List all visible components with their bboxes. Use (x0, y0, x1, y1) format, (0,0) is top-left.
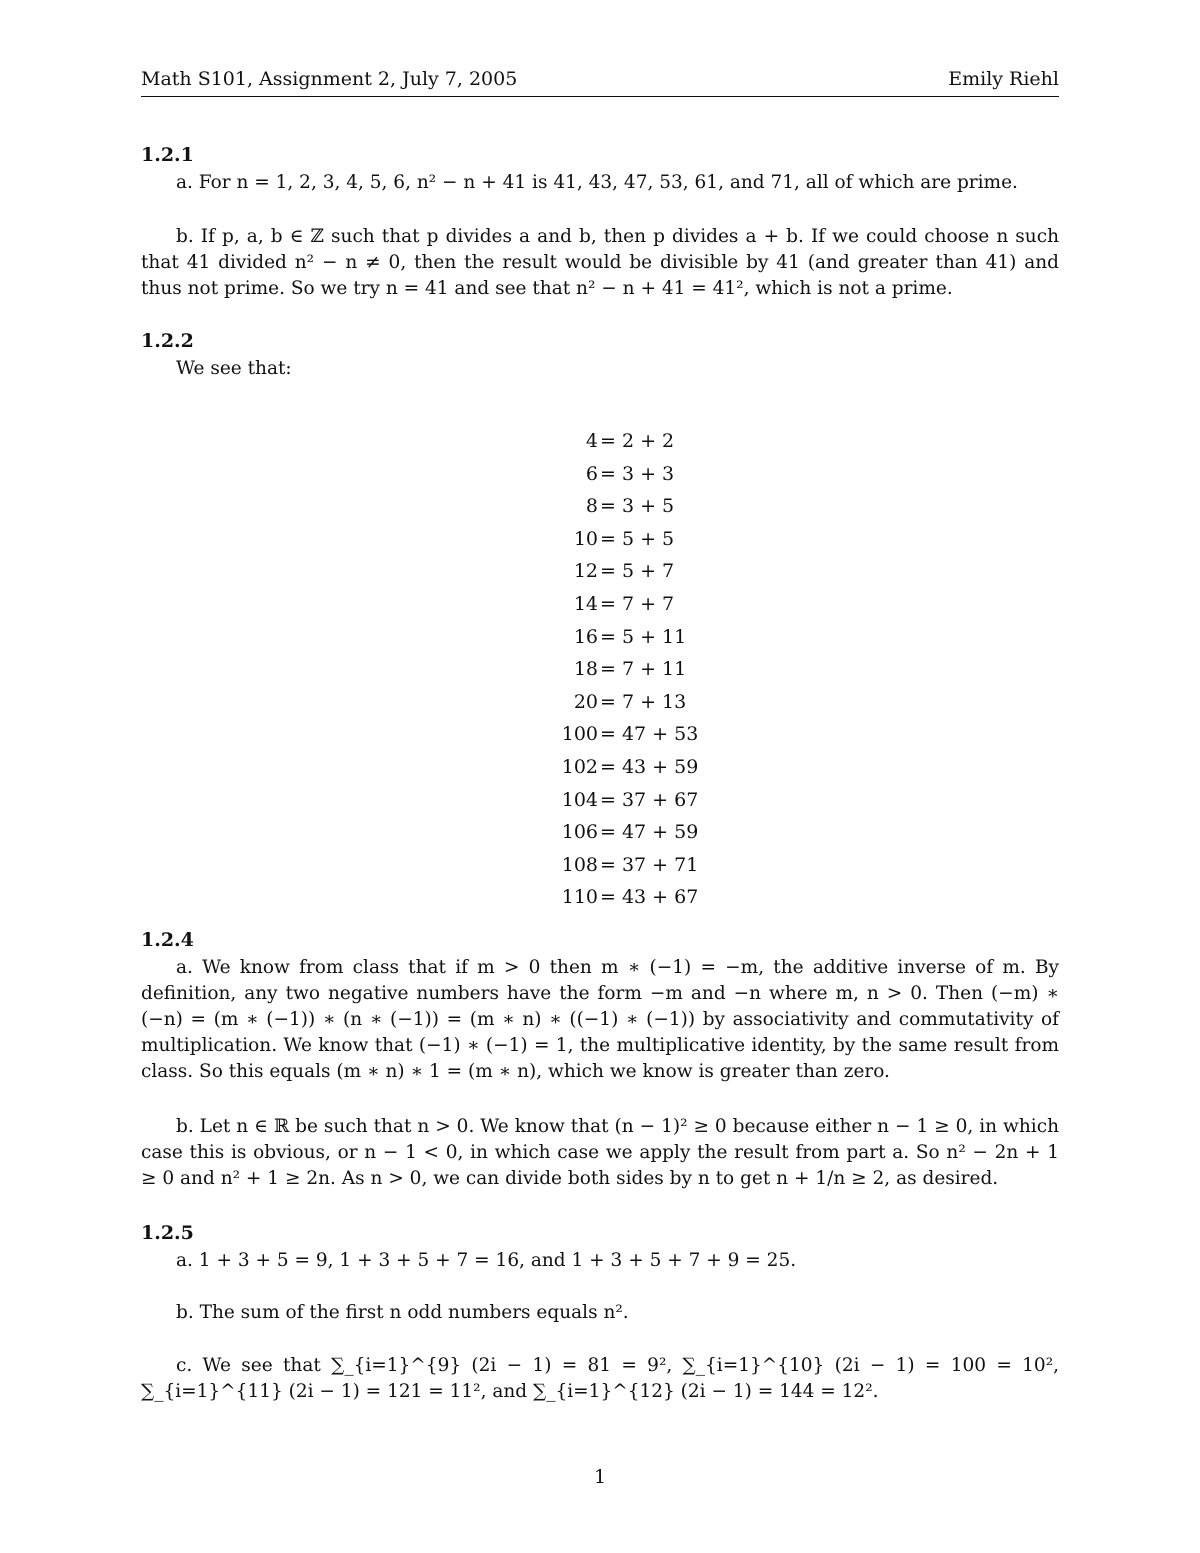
header-author: Emily Riehl (948, 68, 1059, 90)
section-1-2-2-intro: We see that: (176, 358, 292, 379)
section-1-2-1-part-b: b. If p, a, b ∈ ℤ such that p divides a and b, then p divides a + b. If we could choose n such that 41 divided n² − n ≠ 0, then the result would be divisible by 41 (and greater than 41) and thus not prime. So we try n = 41 and see that n² − n + 41 = 41², which is not a prime. (141, 226, 1059, 299)
section-1-2-5-part-c: c. We see that ∑_{i=1}^{9} (2i − 1) = 81 = 9², ∑_{i=1}^{10} (2i − 1) = 100 = 10², ∑_{i=1}^{11} (2i − 1) = 121 = 11², and ∑_{i=1}^{12} (2i − 1) = 144 = 12². (141, 1355, 1059, 1402)
section-1-2-4-part-b: b. Let n ∈ ℝ be such that n > 0. We know that (n − 1)² ≥ 0 because either n − 1 ≥ 0, in which case this is obvious, or n − 1 < 0, in which case we apply the result from part a. So n² − 2n + 1 ≥ 0 and n² + 1 ≥ 2n. As n > 0, we can divide both sides by n to get n + 1/n ≥ 2, as desired. (141, 1116, 1059, 1189)
section-1-2-5-part-b: b. The sum of the first n odd numbers equals n². (176, 1302, 629, 1323)
section-1-2-4-part-a: a. We know from class that if m > 0 then m ∗ (−1) = −m, the additive inverse of m. By definition, any two negative numbers have the form −m and −n where m, n > 0. Then (−m) ∗ (−n) = (m ∗ (−1)) ∗ (n ∗ (−1)) = (m ∗ n) ∗ ((−1) ∗ (−1)) by associativity and commutativity of multiplication. We know that (−1) ∗ (−1) = 1, the multiplicative identity, by the same result from class. So this equals (m ∗ n) ∗ 1 = (m ∗ n), which we know is greater than zero. (141, 957, 1059, 1082)
equation-row: 16 = 5 + 11 (573, 625, 687, 648)
equation-row: 18 = 7 + 11 (573, 658, 687, 681)
equation-row: 110 = 43 + 67 (561, 886, 699, 909)
page-header (141, 66, 1059, 97)
equation-row: 104 = 37 + 67 (561, 788, 699, 811)
equation-row: 8 = 3 + 5 (585, 495, 675, 518)
equation-row: 108 = 37 + 71 (561, 853, 699, 876)
equation-row: 14 = 7 + 7 (573, 592, 675, 615)
equation-row: 4 = 2 + 2 (585, 430, 675, 452)
section-1-2-4-title: 1.2.4 (141, 929, 194, 951)
header-course-title: Math S101, Assignment 2, July 7, 2005 (141, 68, 518, 90)
equation-row: 106 = 47 + 59 (561, 821, 699, 844)
page-number: 1 (593, 1466, 607, 1488)
equation-row: 6 = 3 + 3 (585, 462, 675, 485)
section-1-2-5-title: 1.2.5 (141, 1222, 194, 1244)
section-1-2-5-part-a: a. 1 + 3 + 5 = 9, 1 + 3 + 5 + 7 = 16, and 1 + 3 + 5 + 7 + 9 = 25. (176, 1250, 797, 1271)
equation-row: 100 = 47 + 53 (561, 723, 699, 746)
section-1-2-1-title: 1.2.1 (141, 144, 194, 166)
goldbach-equations (480, 425, 720, 914)
equation-row: 10 = 5 + 5 (573, 527, 675, 550)
equation-row: 102 = 43 + 59 (561, 755, 699, 778)
equation-row: 12 = 5 + 7 (573, 560, 675, 583)
equation-row: 20 = 7 + 13 (573, 690, 687, 713)
section-1-2-1-part-a: a. For n = 1, 2, 3, 4, 5, 6, n² − n + 41 is 41, 43, 47, 53, 61, and 71, all of which are prime. (176, 172, 1018, 193)
section-1-2-2-title: 1.2.2 (141, 330, 194, 352)
